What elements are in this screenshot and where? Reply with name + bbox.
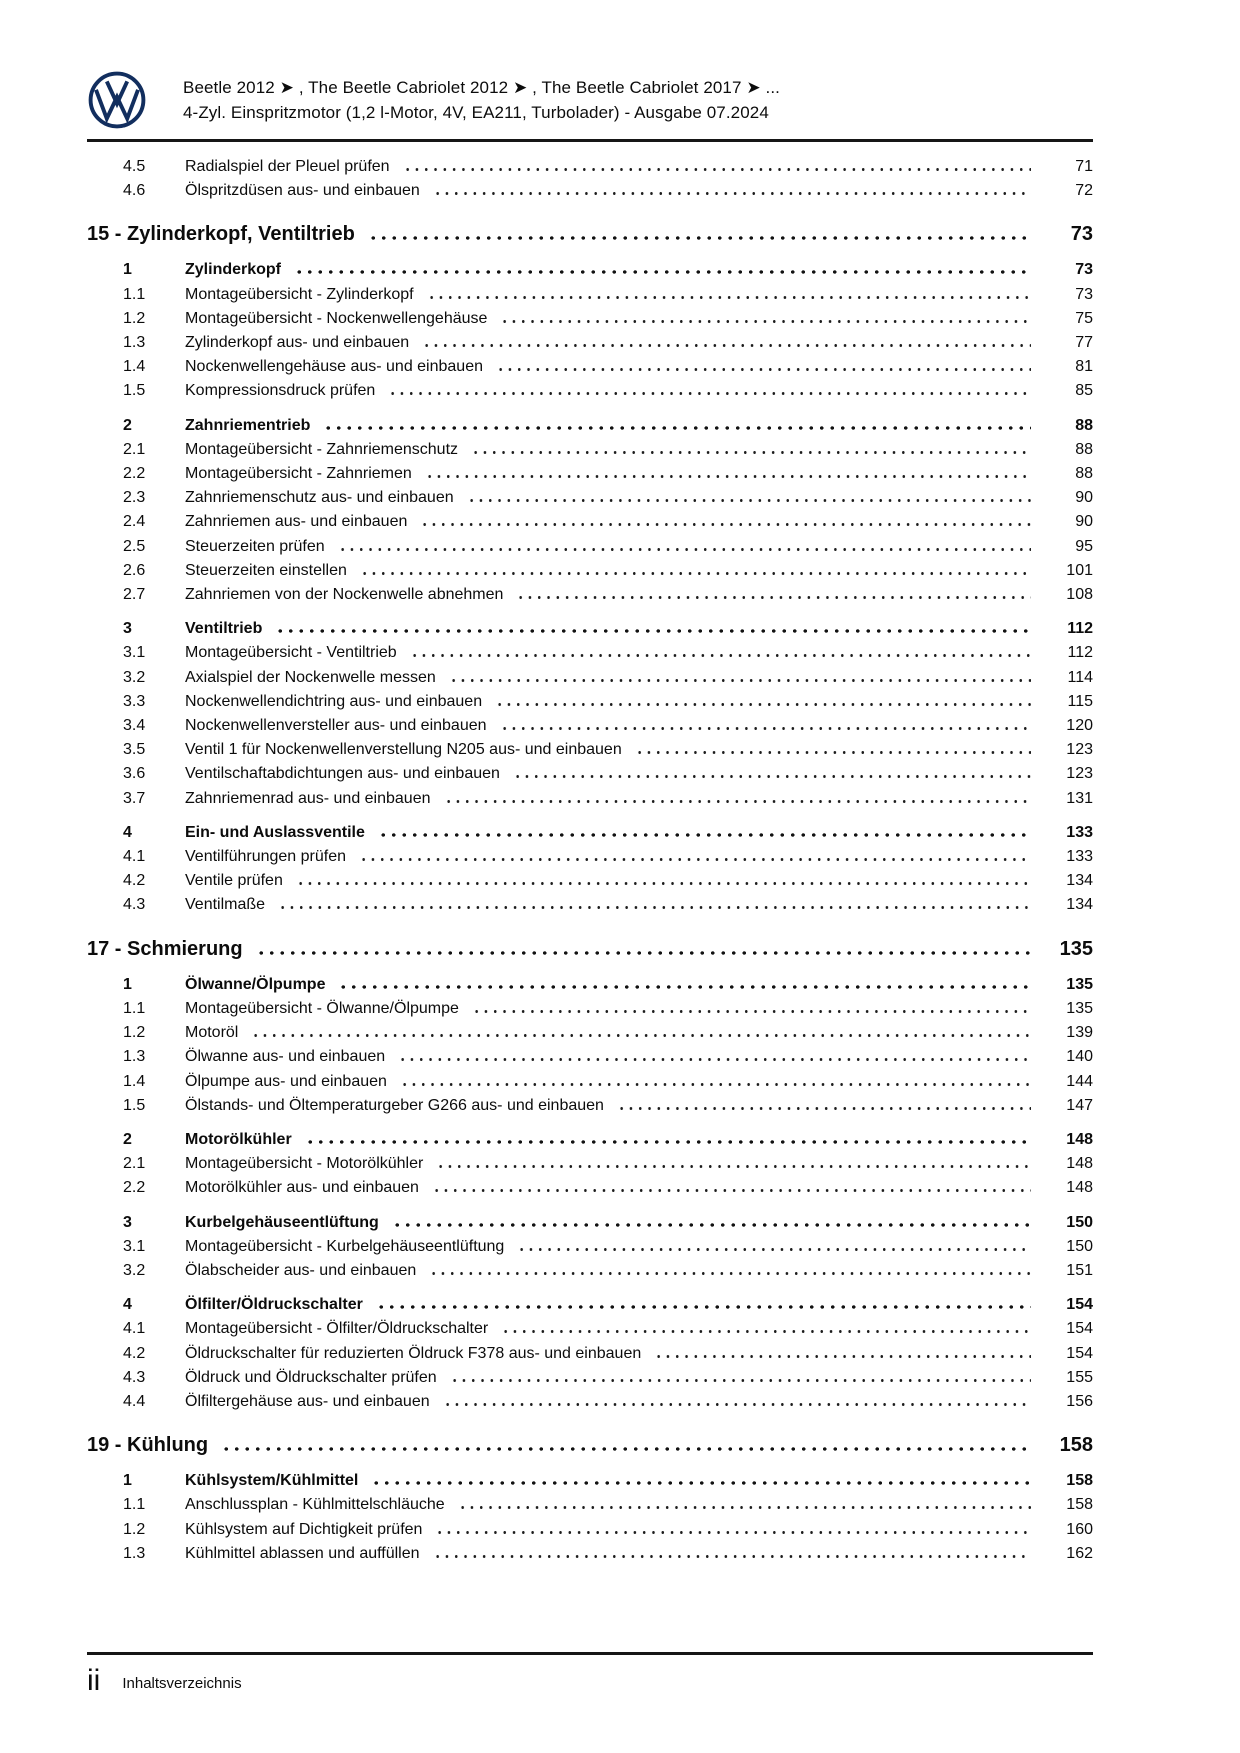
toc-entry-title: 19 - Kühlung: [87, 1434, 209, 1457]
dot-leader-icon: [278, 906, 1031, 909]
toc-entry-title: Montageübersicht - Ventiltrieb: [185, 644, 397, 662]
toc-entry-number: 1.5: [123, 382, 146, 400]
toc-entry-number: 4.1: [123, 1320, 146, 1338]
toc-entry-number: 3.2: [123, 1261, 146, 1279]
toc-entry-page: 158: [1059, 1434, 1093, 1457]
toc-entry-page: 150: [1066, 1237, 1093, 1255]
toc-entry-title: Nockenwellendichtring aus- und einbauen: [185, 692, 483, 710]
toc-entry-page: 131: [1066, 789, 1093, 807]
toc-row: [87, 179, 1093, 203]
dot-leader-icon: [221, 1447, 1031, 1451]
toc-entry-page: 151: [1066, 1261, 1093, 1279]
toc-entry-page: 135: [1066, 975, 1093, 993]
toc-entry-number: 3.6: [123, 765, 146, 783]
toc-entry-page: 88: [1075, 440, 1093, 458]
toc-entry-page: 108: [1066, 586, 1093, 604]
toc-row: [87, 221, 1093, 248]
dot-leader-icon: [635, 751, 1031, 754]
toc-entry-page: 73: [1075, 285, 1093, 303]
footer-page-number: ii: [87, 1664, 101, 1697]
toc-row: [87, 821, 1093, 845]
toc-entry-number: 1.3: [123, 334, 146, 352]
toc-entry-title: Nockenwellengehäuse aus- und einbauen: [185, 358, 483, 376]
toc-entry-page: 77: [1075, 334, 1093, 352]
dot-leader-icon: [296, 882, 1031, 885]
toc-entry-number: 2.5: [123, 537, 146, 555]
toc-row: [87, 1152, 1093, 1176]
dot-leader-icon: [429, 1272, 1031, 1275]
toc-entry-title: Ventil 1 für Nockenwellenverstellung N205 aus- und einbauen: [185, 741, 622, 759]
dot-leader-icon: [496, 368, 1031, 371]
toc-entry-page: 85: [1075, 382, 1093, 400]
toc-entry-page: 90: [1075, 513, 1093, 531]
toc-entry-page: 158: [1066, 1472, 1093, 1490]
dot-leader-icon: [450, 1379, 1031, 1382]
toc-entry-number: 2: [123, 416, 132, 434]
toc-entry-page: 154: [1066, 1296, 1093, 1314]
toc-entry-title: Motorölkühler: [185, 1130, 292, 1148]
dot-leader-icon: [427, 296, 1031, 299]
toc-entry-title: Ölfiltergehäuse aus- und einbauen: [185, 1392, 430, 1410]
toc-row: [87, 1293, 1093, 1317]
toc-entry-title: Motorölkühler aus- und einbauen: [185, 1179, 419, 1197]
toc-row: [87, 762, 1093, 786]
toc-entry-page: 73: [1075, 261, 1093, 279]
toc-entry-page: 123: [1066, 741, 1093, 759]
toc-entry-title: Kühlmittel ablassen und auffüllen: [185, 1544, 420, 1562]
toc-entry-title: 17 - Schmierung: [87, 937, 243, 960]
toc-entry-title: Anschlussplan - Kühlmittelschläuche: [185, 1496, 445, 1514]
dot-leader-icon: [617, 1107, 1031, 1110]
toc-row: [87, 738, 1093, 762]
toc-entry-number: 4.1: [123, 848, 146, 866]
document-title-line2: 4-Zyl. Einspritzmotor (1,2 l-Motor, 4V, EA211, Turbolader) - Ausgabe 07.2024: [183, 103, 769, 122]
toc-row: [87, 331, 1093, 355]
toc-row: [87, 559, 1093, 583]
toc-row: [87, 258, 1093, 282]
dot-leader-icon: [368, 236, 1031, 240]
toc-entry-number: 1.2: [123, 1024, 146, 1042]
toc-row: [87, 1317, 1093, 1341]
toc-entry-number: 1.2: [123, 309, 146, 327]
toc-row: [87, 787, 1093, 811]
toc-row: [87, 1235, 1093, 1259]
dot-leader-icon: [500, 727, 1031, 730]
toc-entry-title: Montageübersicht - Nockenwellengehäuse: [185, 309, 488, 327]
page-header: [87, 70, 1093, 142]
toc-entry-page: 150: [1066, 1213, 1093, 1231]
toc-row: [87, 936, 1093, 963]
document-title-line1: Beetle 2012 ➤ , The Beetle Cabriolet 2012 ➤ , The Beetle Cabriolet 2017 ➤ ...: [183, 78, 780, 97]
toc-entry-number: 2.2: [123, 465, 146, 483]
toc-row: [87, 1094, 1093, 1118]
toc-row: [87, 997, 1093, 1021]
toc-entry-title: Ölwanne aus- und einbauen: [185, 1048, 386, 1066]
dot-leader-icon: [410, 654, 1031, 657]
toc-entry-number: 1.5: [123, 1096, 146, 1114]
toc-entry-page: 154: [1066, 1344, 1093, 1362]
dot-leader-icon: [256, 951, 1031, 955]
toc-row: [87, 1176, 1093, 1200]
toc-row: [87, 510, 1093, 534]
toc-row: [87, 438, 1093, 462]
toc-entry-number: 1.1: [123, 285, 146, 303]
toc-row: [87, 583, 1093, 607]
toc-row: [87, 1469, 1093, 1493]
toc-entry-number: 3.2: [123, 668, 146, 686]
dot-leader-icon: [378, 833, 1031, 837]
toc-entry-page: 95: [1075, 537, 1093, 555]
toc-entry-number: 2.3: [123, 489, 146, 507]
dot-leader-icon: [359, 858, 1031, 861]
toc-entry-number: 4.3: [123, 1368, 146, 1386]
toc-entry-title: Zylinderkopf: [185, 261, 282, 279]
toc-entry-title: Montageübersicht - Zahnriemen: [185, 465, 412, 483]
toc-entry-number: 3.3: [123, 692, 146, 710]
toc-row: [87, 379, 1093, 403]
toc-entry-title: Ölstands- und Öltemperaturgeber G266 aus- und einbauen: [185, 1096, 604, 1114]
toc-entry-title: Zylinderkopf aus- und einbauen: [185, 334, 410, 352]
toc-entry-page: 90: [1075, 489, 1093, 507]
toc-row: [87, 1342, 1093, 1366]
dot-leader-icon: [433, 1555, 1031, 1558]
dot-leader-icon: [305, 1140, 1031, 1144]
dot-leader-icon: [516, 596, 1031, 599]
dot-leader-icon: [376, 1305, 1031, 1309]
dot-leader-icon: [471, 451, 1031, 454]
toc-entry-page: 73: [1070, 223, 1093, 246]
toc-entry-number: 4.2: [123, 872, 146, 890]
toc-row: [87, 1542, 1093, 1566]
toc-entry-title: Axialspiel der Nockenwelle messen: [185, 668, 436, 686]
toc-entry-title: Montageübersicht - Ölfilter/Öldruckschalter: [185, 1320, 489, 1338]
toc-entry-number: 3.1: [123, 644, 146, 662]
toc-entry-page: 148: [1066, 1179, 1093, 1197]
toc-row: [87, 1432, 1093, 1459]
toc-entry-page: 120: [1066, 717, 1093, 735]
toc-row: [87, 1390, 1093, 1414]
toc-entry-title: Ölabscheider aus- und einbauen: [185, 1261, 417, 1279]
toc-row: [87, 414, 1093, 438]
toc-entry-number: 1.3: [123, 1048, 146, 1066]
toc-entry-title: Ölwanne/Ölpumpe: [185, 975, 326, 993]
toc-entry-number: 1: [123, 1472, 132, 1490]
toc-entry-page: 114: [1067, 668, 1093, 686]
toc-entry-title: Kühlsystem auf Dichtigkeit prüfen: [185, 1520, 423, 1538]
toc-row: [87, 155, 1093, 179]
dot-leader-icon: [294, 270, 1031, 274]
dot-leader-icon: [467, 499, 1031, 502]
toc-entry-number: 1.2: [123, 1520, 146, 1538]
dot-leader-icon: [251, 1034, 1031, 1037]
toc-entry-page: 72: [1075, 182, 1093, 200]
toc-entry-number: 3: [123, 620, 132, 638]
toc-row: [87, 869, 1093, 893]
toc-entry-title: Zahnriemenschutz aus- und einbauen: [185, 489, 454, 507]
toc-row: [87, 1366, 1093, 1390]
dot-leader-icon: [501, 1330, 1031, 1333]
toc-entry-title: Radialspiel der Pleuel prüfen: [185, 158, 390, 175]
toc-entry-title: Nockenwellenversteller aus- und einbauen: [185, 717, 487, 735]
toc-entry-title: Zahnriementrieb: [185, 416, 311, 434]
toc-entry-number: 1.3: [123, 1544, 146, 1562]
toc-entry-page: 158: [1066, 1496, 1093, 1514]
toc-entry-page: 133: [1066, 823, 1093, 841]
toc-entry-title: Kühlsystem/Kühlmittel: [185, 1472, 359, 1490]
toc-entry-title: Montageübersicht - Ölwanne/Ölpumpe: [185, 999, 459, 1017]
toc-entry-page: 135: [1066, 999, 1093, 1017]
dot-leader-icon: [420, 523, 1031, 526]
toc-entry-title: Montageübersicht - Kurbelgehäuseentlüftung: [185, 1237, 505, 1255]
toc-entry-title: Ölfilter/Öldruckschalter: [185, 1296, 363, 1314]
toc-entry-number: 2.1: [123, 1155, 146, 1173]
toc-row: [87, 1021, 1093, 1045]
toc-row: [87, 893, 1093, 917]
dot-leader-icon: [360, 572, 1031, 575]
toc-row: [87, 1070, 1093, 1094]
toc-entry-page: 135: [1059, 937, 1093, 960]
footer-section-label: Inhaltsverzeichnis: [122, 1675, 242, 1692]
toc-entry-page: 101: [1066, 561, 1093, 579]
toc-entry-title: Zahnriemenrad aus- und einbauen: [185, 789, 431, 807]
toc-entry-title: Zahnriemen von der Nockenwelle abnehmen: [185, 586, 504, 604]
toc-entry-page: 154: [1066, 1320, 1093, 1338]
toc-entry-title: Montageübersicht - Zahnriemenschutz: [185, 440, 459, 458]
toc-row: [87, 714, 1093, 738]
dot-leader-icon: [654, 1355, 1031, 1358]
dot-leader-icon: [338, 548, 1031, 551]
toc-row: [87, 462, 1093, 486]
toc-entry-page: 75: [1075, 309, 1093, 327]
dot-leader-icon: [433, 192, 1031, 195]
toc-row: [87, 1518, 1093, 1542]
toc-entry-title: Ventilschaftabdichtungen aus- und einbauen: [185, 765, 500, 783]
toc-row: [87, 1211, 1093, 1235]
toc-entry-page: 71: [1075, 158, 1093, 175]
toc-entry-number: 2.7: [123, 586, 146, 604]
dot-leader-icon: [517, 1248, 1031, 1251]
toc-row: [87, 1493, 1093, 1517]
toc-entry-page: 88: [1075, 416, 1093, 434]
dot-leader-icon: [495, 703, 1031, 706]
toc-entry-number: 1.4: [123, 358, 146, 376]
vw-logo-icon: [87, 70, 147, 130]
toc-entry-page: 156: [1066, 1392, 1093, 1410]
toc-row: [87, 1045, 1093, 1069]
toc-entry-title: Zahnriemen aus- und einbauen: [185, 513, 408, 531]
dot-leader-icon: [398, 1058, 1031, 1061]
toc-entry-number: 1.1: [123, 999, 146, 1017]
toc-row: [87, 486, 1093, 510]
toc-entry-title: Ein- und Auslassventile: [185, 823, 365, 841]
toc-entry-title: Ventilführungen prüfen: [185, 848, 347, 866]
toc-entry-number: 1.1: [123, 1496, 146, 1514]
toc-entry-title: 15 - Zylinderkopf, Ventiltrieb: [87, 223, 355, 246]
toc-entry-page: 88: [1075, 465, 1093, 483]
toc-row: [87, 1128, 1093, 1152]
toc-entry-page: 112: [1067, 620, 1093, 638]
toc-entry-page: 134: [1066, 872, 1093, 890]
toc-entry-number: 4: [123, 1296, 132, 1314]
toc-entry-number: 3.4: [123, 717, 146, 735]
toc-entry-title: Öldruckschalter für reduzierten Öldruck F378 aus- und einbauen: [185, 1344, 642, 1362]
toc-entry-title: Kurbelgehäuseentlüftung: [185, 1213, 379, 1231]
toc-entry-title: Steuerzeiten prüfen: [185, 537, 325, 555]
toc-entry-number: 1: [123, 975, 132, 993]
toc-entry-number: 4.3: [123, 896, 146, 914]
toc-entry-number: 3.5: [123, 741, 146, 759]
document-title-block: [183, 75, 780, 125]
dot-leader-icon: [449, 679, 1031, 682]
toc-entry-number: 1.4: [123, 1072, 146, 1090]
dot-leader-icon: [500, 320, 1031, 323]
toc-entry-page: 144: [1066, 1072, 1093, 1090]
toc-entry-title: Montageübersicht - Motorölkühler: [185, 1155, 424, 1173]
dot-leader-icon: [443, 1403, 1031, 1406]
toc-row: [87, 307, 1093, 331]
toc-entry-number: 2.2: [123, 1179, 146, 1197]
dot-leader-icon: [458, 1506, 1031, 1509]
toc-entry-page: 123: [1066, 765, 1093, 783]
toc-entry-page: 162: [1066, 1544, 1093, 1562]
toc-row: [87, 355, 1093, 379]
toc-entry-page: 148: [1066, 1155, 1093, 1173]
toc-row: [87, 845, 1093, 869]
toc-entry-title: Motoröl: [185, 1024, 239, 1042]
toc-entry-number: 4.4: [123, 1392, 146, 1410]
toc-entry-number: 2.1: [123, 440, 146, 458]
toc-entry-page: 134: [1066, 896, 1093, 914]
page-footer: [87, 1652, 1093, 1697]
toc-entry-page: 140: [1066, 1048, 1093, 1066]
toc-entry-number: 4.6: [123, 182, 146, 200]
dot-leader-icon: [371, 1481, 1031, 1485]
toc-entry-number: 3.1: [123, 1237, 146, 1255]
toc-entry-number: 4.2: [123, 1344, 146, 1362]
toc-entry-page: 81: [1075, 358, 1093, 376]
dot-leader-icon: [432, 1189, 1031, 1192]
toc-entry-page: 139: [1066, 1024, 1093, 1042]
dot-leader-icon: [275, 629, 1031, 633]
toc-entry-number: 3.7: [123, 789, 146, 807]
toc-entry-number: 3: [123, 1213, 132, 1231]
toc-row: [87, 973, 1093, 997]
toc-row: [87, 666, 1093, 690]
dot-leader-icon: [392, 1223, 1031, 1227]
toc-entry-number: 4: [123, 823, 132, 841]
toc-list: [87, 155, 1093, 1566]
dot-leader-icon: [400, 1083, 1031, 1086]
toc-entry-number: 2.6: [123, 561, 146, 579]
toc-entry-page: 147: [1066, 1096, 1093, 1114]
toc-entry-title: Steuerzeiten einstellen: [185, 561, 347, 579]
toc-row: [87, 1259, 1093, 1283]
dot-leader-icon: [323, 426, 1031, 430]
toc-row: [87, 535, 1093, 559]
dot-leader-icon: [422, 344, 1031, 347]
dot-leader-icon: [403, 168, 1031, 171]
toc-row: [87, 690, 1093, 714]
toc-row: [87, 641, 1093, 665]
dot-leader-icon: [472, 1010, 1031, 1013]
toc-entry-title: Montageübersicht - Zylinderkopf: [185, 285, 414, 303]
toc-entry-page: 115: [1067, 692, 1093, 710]
toc-entry-title: Ventile prüfen: [185, 872, 283, 890]
dot-leader-icon: [435, 1531, 1031, 1534]
toc-entry-number: 4.5: [123, 158, 146, 175]
toc-entry-page: 155: [1066, 1368, 1093, 1386]
toc-entry-page: 112: [1067, 644, 1093, 662]
toc-entry-page: 160: [1066, 1520, 1093, 1538]
dot-leader-icon: [388, 392, 1031, 395]
toc-entry-title: Öldruck und Öldruckschalter prüfen: [185, 1368, 437, 1386]
toc-entry-title: Ölspritzdüsen aus- und einbauen: [185, 182, 420, 200]
toc-entry-title: Ventiltrieb: [185, 620, 263, 638]
toc-row: [87, 283, 1093, 307]
toc-entry-title: Kompressionsdruck prüfen: [185, 382, 376, 400]
dot-leader-icon: [425, 475, 1031, 478]
dot-leader-icon: [436, 1165, 1031, 1168]
toc-entry-page: 133: [1066, 848, 1093, 866]
toc-entry-page: 148: [1066, 1130, 1093, 1148]
toc-entry-title: Ölpumpe aus- und einbauen: [185, 1072, 387, 1090]
toc-entry-number: 2: [123, 1130, 132, 1148]
toc-entry-number: 1: [123, 261, 132, 279]
toc-entry-title: Ventilmaße: [185, 896, 266, 914]
dot-leader-icon: [338, 985, 1031, 989]
toc-entry-number: 2.4: [123, 513, 146, 531]
dot-leader-icon: [444, 800, 1032, 803]
dot-leader-icon: [513, 775, 1031, 778]
toc-row: [87, 617, 1093, 641]
